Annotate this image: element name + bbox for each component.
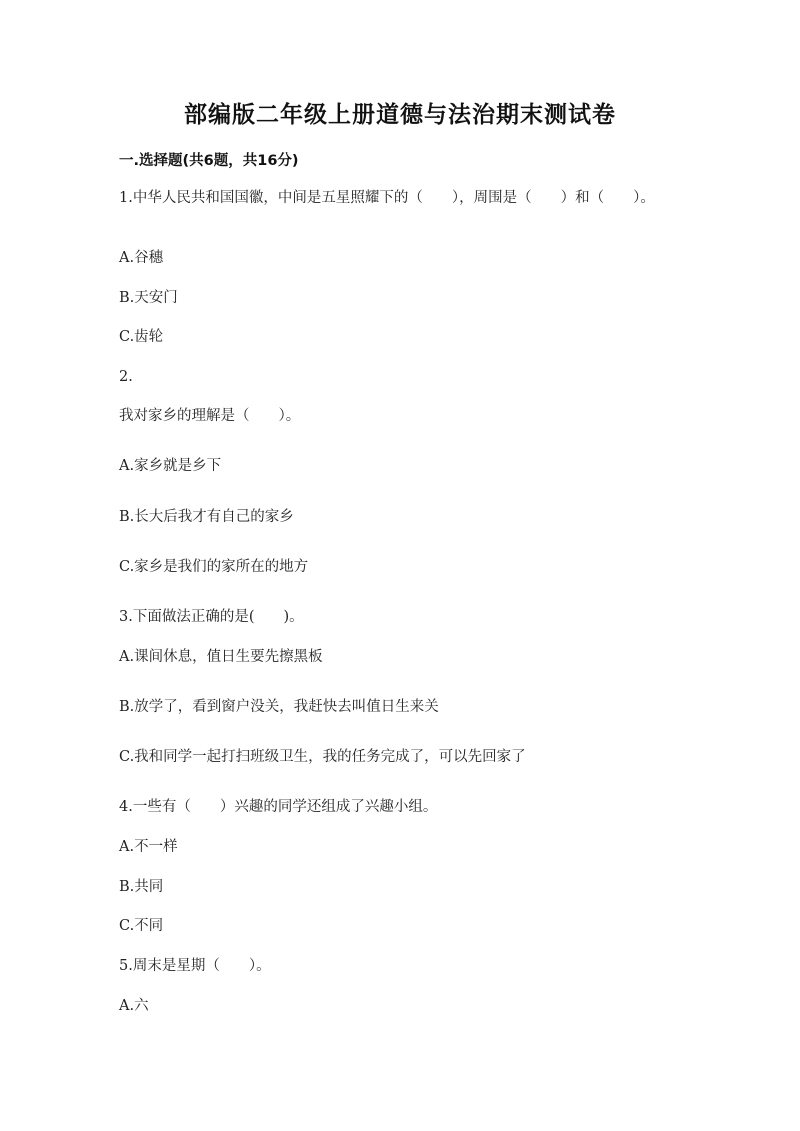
- question-4-option-b: B.共同: [119, 879, 164, 895]
- question-2-stem: 我对家乡的理解是（ ）。: [119, 408, 301, 424]
- question-4-option-c: C.不同: [119, 918, 164, 934]
- question-5-option-a: A.六: [119, 998, 149, 1014]
- page-title: 部编版二年级上册道德与法治期末测试卷: [184, 102, 616, 128]
- section-heading: 一.选择题(共6题，共16分): [119, 153, 299, 169]
- question-4-option-a: A.不一样: [119, 839, 178, 855]
- question-4-stem: 4.一些有（ ）兴趣的同学还组成了兴趣小组。: [119, 799, 438, 815]
- question-1-option-c: C.齿轮: [119, 329, 164, 345]
- question-2-option-b: B.长大后我才有自己的家乡: [119, 509, 294, 525]
- question-5-stem: 5.周末是星期（ ）。: [119, 958, 271, 974]
- question-2-option-c: C.家乡是我们的家所在的地方: [119, 559, 309, 575]
- question-3-option-a: A.课间休息，值日生要先擦黑板: [119, 649, 323, 665]
- question-3-option-c: C.我和同学一起打扫班级卫生，我的任务完成了，可以先回家了: [119, 749, 526, 765]
- question-1-option-b: B.天安门: [119, 290, 178, 306]
- question-2-number: 2.: [119, 369, 133, 385]
- question-2-option-a: A.家乡就是乡下: [119, 458, 222, 474]
- question-3-stem: 3.下面做法正确的是( )。: [119, 609, 304, 625]
- question-1-option-a: A.谷穗: [119, 250, 164, 266]
- question-1-stem: 1.中华人民共和国国徽，中间是五星照耀下的（ ），周围是（ ）和（ ）。: [119, 190, 655, 206]
- question-3-option-b: B.放学了，看到窗户没关，我赶快去叫值日生来关: [119, 699, 439, 715]
